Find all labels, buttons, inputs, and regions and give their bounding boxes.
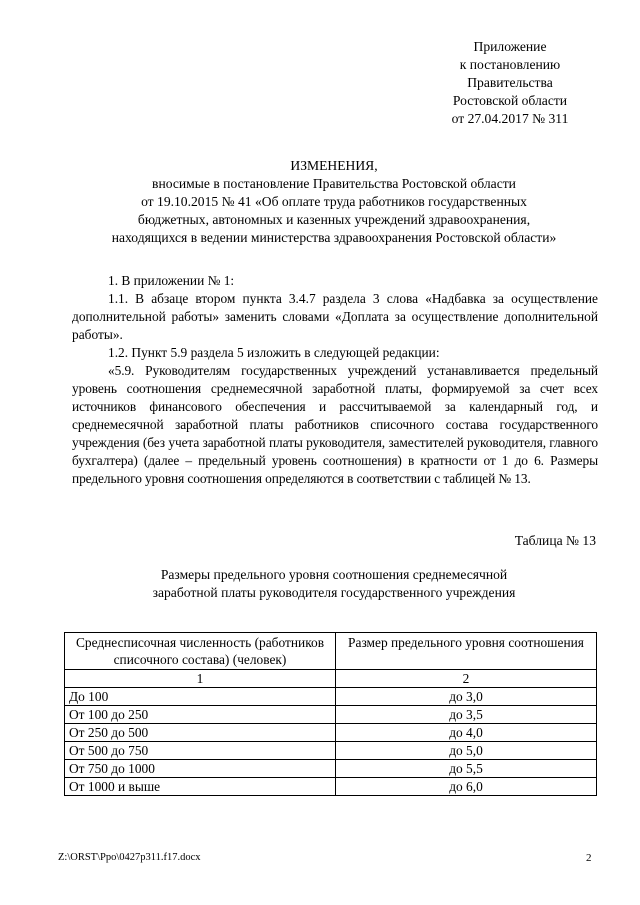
table-row [65, 724, 597, 742]
heading-line: находящихся в ведении министерства здравоохранения Ростовской области» [111, 230, 557, 245]
headcount-cell: От 250 до 500 [65, 724, 336, 742]
approval-block [410, 38, 610, 128]
table-row [65, 688, 597, 706]
approval-line: к постановлению [459, 57, 561, 72]
approval-line: Приложение [473, 39, 547, 54]
table-header-row [65, 633, 597, 670]
table-title-line: Размеры предельного уровня соотношения среднемесячной [160, 567, 508, 582]
approval-line: Ростовской области [452, 93, 568, 108]
ratio-cell: до 3,5 [336, 706, 597, 724]
heading-title: ИЗМЕНЕНИЯ, [290, 158, 378, 173]
footer-file-path: Z:\ORST\Ppo\0427p311.f17.docx [58, 852, 201, 863]
header-ratio: Размер предельного уровня соотношения [336, 633, 597, 670]
heading-line: бюджетных, автономных и казенных учреждений здравоохранения, [137, 212, 531, 227]
column-number: 1 [65, 670, 336, 688]
table-column-numbers-row [65, 670, 597, 688]
column-number: 2 [336, 670, 597, 688]
heading-line: вносимые в постановление Правительства Ростовской области [152, 176, 516, 191]
paragraph-quote-5-9: «5.9. Руководителям государственных учреждений устанавливается предельный уровень соотношения среднемесячной заработной платы, формируемой за счет всех источников финансового обеспечения и рассчитываемой за календарный год, и среднемесячной заработной платы работников списочного состава государственного учреждения (без учета заработной платы руководителя, заместителей руководителя, главного бухгалтера) (далее – предельный уровень соотношения) в кратности от 1 до 6. Размеры предельного уровня соотношения определяются в соответствии с таблицей № 13. [72, 363, 598, 486]
headcount-cell: От 100 до 250 [65, 706, 336, 724]
paragraph-item-1: 1. В приложении № 1: [108, 273, 235, 288]
ratio-cell: до 5,5 [336, 760, 597, 778]
page-number: 2 [586, 852, 592, 864]
ratio-cell: до 6,0 [336, 778, 597, 796]
ratio-cell: до 4,0 [336, 724, 597, 742]
paragraph-item-1-2: 1.2. Пункт 5.9 раздела 5 изложить в следующей редакции: [108, 345, 440, 360]
table-title-line: заработной платы руководителя государственного учреждения [152, 585, 516, 600]
heading-line: от 19.10.2015 № 41 «Об оплате труда работников государственных [141, 194, 527, 209]
paragraph-item-1-1: 1.1. В абзаце втором пункта 3.4.7 раздела 3 слова «Надбавка за осуществление дополнительной работы» заменить словами «Доплата за осуществление дополнительной работы». [72, 291, 598, 342]
table-row [65, 706, 597, 724]
headcount-cell: От 1000 и выше [65, 778, 336, 796]
headcount-cell: От 750 до 1000 [65, 760, 336, 778]
document-body [72, 272, 598, 488]
table-row [65, 760, 597, 778]
table-row [65, 742, 597, 760]
approval-line: от 27.04.2017 № 311 [451, 111, 569, 126]
ratio-table [64, 632, 597, 796]
ratio-cell: до 3,0 [336, 688, 597, 706]
ratio-cell: до 5,0 [336, 742, 597, 760]
headcount-cell: До 100 [65, 688, 336, 706]
table-title [70, 566, 598, 602]
table-row [65, 778, 597, 796]
approval-line: Правительства [467, 75, 553, 90]
document-heading [70, 157, 598, 247]
headcount-cell: От 500 до 750 [65, 742, 336, 760]
table-label: Таблица № 13 [514, 533, 596, 548]
header-headcount: Среднесписочная численность (работников списочного состава) (человек) [65, 633, 336, 670]
